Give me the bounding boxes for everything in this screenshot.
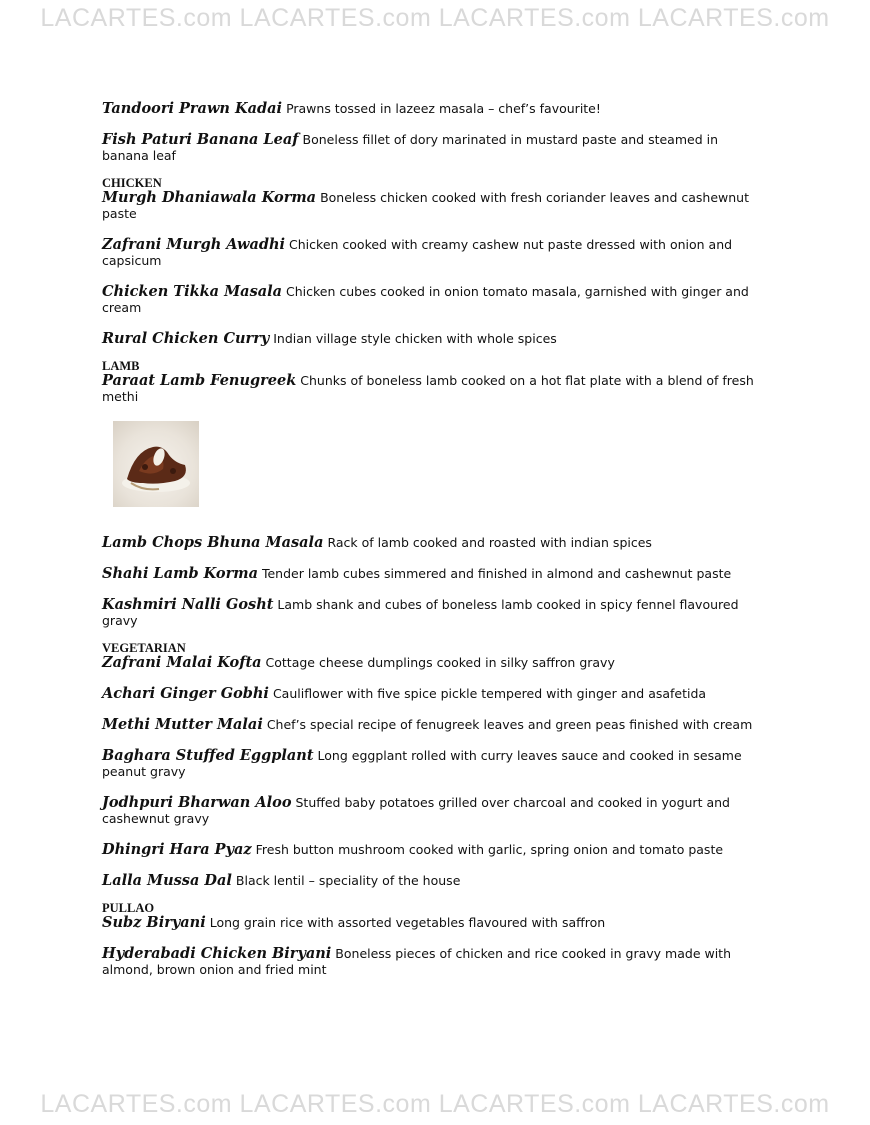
- dish-name: Fish Paturi Banana Leaf: [102, 131, 299, 148]
- menu-item: [102, 915, 762, 931]
- dish-description: Stuffed baby potatoes grilled over charcoal and cooked in yogurt and cashewnut gravy: [102, 795, 730, 826]
- menu-item: [102, 795, 762, 827]
- menu-item: [102, 284, 762, 316]
- menu-item: [102, 842, 762, 858]
- dish-name: Methi Mutter Malai: [102, 716, 263, 733]
- dish-name: Lamb Chops Bhuna Masala: [102, 534, 324, 551]
- dish-name: Paraat Lamb Fenugreek: [102, 372, 297, 389]
- dish-description: Prawns tossed in lazeez masala – chef’s favourite!: [286, 101, 601, 116]
- menu-item: [102, 535, 762, 551]
- dish-description: Black lentil – speciality of the house: [235, 873, 461, 888]
- menu-item: [102, 566, 762, 582]
- dish-name: Murgh Dhaniawala Korma: [102, 189, 317, 206]
- dish-description: Long eggplant rolled with curry leaves sauce and cooked in sesame peanut gravy: [102, 748, 742, 779]
- dish-description: Boneless fillet of dory marinated in mustard paste and steamed in banana leaf: [102, 132, 719, 163]
- dish-description: Boneless chicken cooked with fresh coriander leaves and cashewnut paste: [102, 190, 749, 221]
- dish-name: Zafrani Malai Kofta: [102, 654, 262, 671]
- dish-description: Chef’s special recipe of fenugreek leaves and green peas finished with cream: [266, 717, 753, 732]
- dish-name: Jodhpuri Bharwan Aloo: [102, 794, 292, 811]
- section-heading: PULLAO: [102, 901, 155, 915]
- dish-name: Kashmiri Nalli Gosht: [102, 596, 274, 613]
- dish-name: Lalla Mussa Dal: [102, 872, 232, 889]
- dish-description: Tender lamb cubes simmered and finished in almond and cashewnut paste: [261, 566, 732, 581]
- dish-name: Chicken Tikka Masala: [102, 283, 283, 300]
- dish-name: Dhingri Hara Pyaz: [102, 841, 252, 858]
- dish-description: Indian village style chicken with whole spices: [273, 331, 557, 346]
- menu-item: [102, 331, 762, 347]
- dish-name: Rural Chicken Curry: [102, 330, 270, 347]
- menu-item: [102, 237, 762, 269]
- watermark-bottom: LACARTES.com LACARTES.com LACARTES.com LACARTES.com: [40, 1090, 830, 1118]
- menu-item: [102, 946, 762, 978]
- lamb-dish-photo: [113, 421, 199, 507]
- dish-name: Zafrani Murgh Awadhi: [102, 236, 286, 253]
- dish-name: Hyderabadi Chicken Biryani: [102, 945, 332, 962]
- dish-name: Achari Ginger Gobhi: [102, 685, 269, 702]
- dish-description: Cauliflower with five spice pickle tempered with ginger and asafetida: [272, 686, 707, 701]
- watermark-top: LACARTES.com LACARTES.com LACARTES.com LACARTES.com: [40, 4, 830, 32]
- section-heading: CHICKEN: [102, 176, 162, 190]
- menu-item: [102, 132, 762, 164]
- dish-description: Boneless pieces of chicken and rice cooked in gravy made with almond, brown onion and fried mint: [102, 946, 732, 977]
- dish-name: Shahi Lamb Korma: [102, 565, 258, 582]
- dish-description: Chicken cubes cooked in onion tomato masala, garnished with ginger and cream: [102, 284, 749, 315]
- dish-description: Fresh button mushroom cooked with garlic, spring onion and tomato paste: [255, 842, 724, 857]
- dish-description: Lamb shank and cubes of boneless lamb cooked in spicy fennel flavoured gravy: [102, 597, 739, 628]
- menu-item: [102, 686, 762, 702]
- dish-description: Chunks of boneless lamb cooked on a hot flat plate with a blend of fresh methi: [102, 373, 754, 404]
- dish-description: Rack of lamb cooked and roasted with indian spices: [327, 535, 652, 550]
- dish-description: Chicken cooked with creamy cashew nut paste dressed with onion and capsicum: [102, 237, 733, 268]
- menu-item: [102, 597, 762, 629]
- dish-name: Tandoori Prawn Kadai: [102, 100, 283, 117]
- dish-description: Cottage cheese dumplings cooked in silky saffron gravy: [265, 655, 615, 670]
- menu-item: [102, 873, 762, 889]
- menu-item: [102, 655, 762, 671]
- dish-name: Subz Biryani: [102, 914, 206, 931]
- dish-name: Baghara Stuffed Eggplant: [102, 747, 314, 764]
- menu-item: [102, 717, 762, 733]
- menu-item: [102, 190, 762, 222]
- section-heading: VEGETARIAN: [102, 641, 186, 655]
- menu-item: [102, 101, 762, 117]
- menu-item: [102, 373, 762, 405]
- menu-list: [102, 101, 762, 993]
- section-heading: LAMB: [102, 359, 140, 373]
- dish-description: Long grain rice with assorted vegetables flavoured with saffron: [209, 915, 606, 930]
- menu-item: [102, 748, 762, 780]
